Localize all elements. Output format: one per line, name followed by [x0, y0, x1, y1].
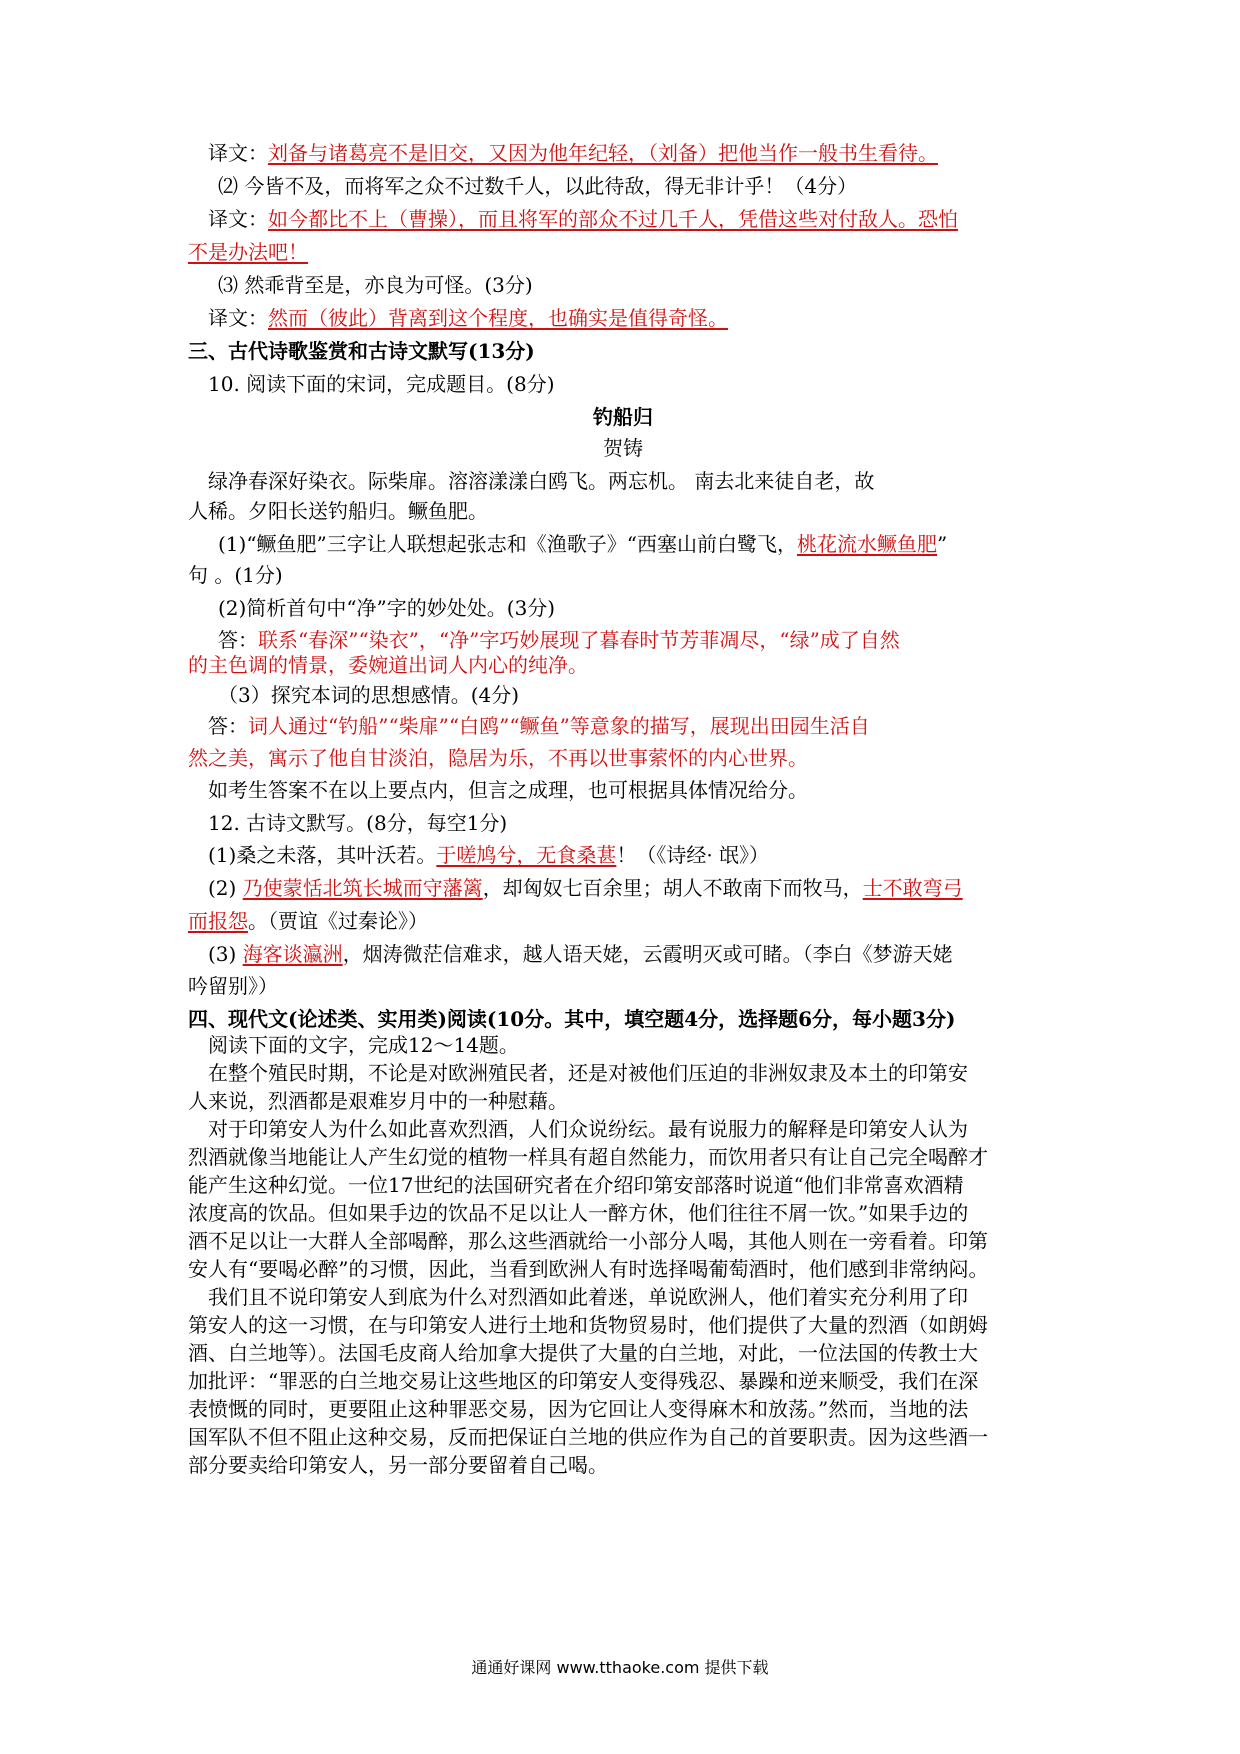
label: ，却匈奴七百余里；胡人不敢南下而牧马， — [482, 876, 863, 900]
answer-text: 海客谈瀛洲 — [242, 942, 343, 966]
passage-text: 安人有“要喝必醉”的习惯，因此，当看到欧洲人有时选择喝葡萄酒时，他们感到非常纳闷。 — [188, 1257, 989, 1281]
translation-line — [208, 206, 958, 232]
poem-text: 人稀。夕阳长送钓船归。鳜鱼肥。 — [188, 499, 488, 523]
passage-text: 浓度高的饮品。但如果手边的饮品不足以让人一醉方休，他们往往不屑一饮。”如果手边的 — [188, 1201, 969, 1225]
passage-text: 加批评：“罪恶的白兰地交易让这些地区的印第安人变得残忍、暴躁和逆来顺受，我们在深 — [188, 1369, 979, 1393]
label: (1)“鳜鱼肥”三字让人联想起张志和《渔歌子》“西塞山前白鹭飞， — [218, 532, 798, 556]
answer-text: 不是办法吧！ — [188, 240, 308, 264]
question-line: 12. 古诗文默写。(8分，每空1分) — [208, 811, 508, 835]
question-line — [208, 875, 963, 901]
label: 译文： — [208, 306, 268, 330]
poem-text: 绿净春深好染衣。际柴扉。溶溶漾漾白鸥飞。两忘机。 南去北来徒自老，故 — [208, 469, 875, 493]
passage-text: 我们且不说印第安人到底为什么对烈酒如此着迷，单说欧洲人，他们着实充分利用了印 — [208, 1285, 968, 1309]
question-line: ⑵ 今皆不及，而将军之众不过数千人，以此待敌，得无非计乎！（4分） — [218, 174, 858, 198]
answer-text: 而报怨 — [188, 909, 248, 933]
passage-text: 酒、白兰地等）。法国毛皮商人给加拿大提供了大量的白兰地，对此，一位法国的传教士大 — [188, 1341, 978, 1365]
passage-text: 酒不足以让一大群人全部喝醉，那么这些酒就给一小部分人喝，其他人则在一旁看着。印第 — [188, 1229, 988, 1253]
answer-text: 如今都比不上（曹操），而且将军的部众不过几千人，凭借这些对付敌人。恐怕 — [268, 207, 958, 231]
answer-text: 然而（彼此）背离到这个程度，也确实是值得奇怪。 — [268, 306, 728, 330]
answer-text: 然之美，寓示了他自甘淡泊，隐居为乐，不再以世事萦怀的内心世界。 — [188, 746, 808, 770]
passage-text: 国军队不但不阻止这种交易，反而把保证白兰地的供应作为自己的首要职责。因为这些酒一 — [188, 1425, 988, 1449]
passage-text: 部分要卖给印第安人，另一部分要留着自己喝。 — [188, 1453, 608, 1477]
answer-text: 的主色调的情景，委婉道出词人内心的纯净。 — [188, 653, 588, 677]
answer-text: 乃使蒙恬北筑长城而守藩篱 — [242, 876, 483, 900]
answer-text: 词人通过“钓船”“柴扉”“白鸥”“鳜鱼”等意象的描写，展现出田园生活自 — [248, 714, 870, 738]
poem-author: 贺铸 — [603, 436, 643, 460]
answer-text: 联系“春深”“染衣”，“净”字巧妙展现了暮春时节芳菲凋尽，“绿”成了自然 — [258, 628, 900, 652]
question-line — [218, 531, 947, 557]
label: ！（《诗经· 氓》） — [616, 843, 770, 867]
answer-text: 于嗟鸠兮，无食桑葚 — [436, 843, 617, 867]
passage-text: 烈酒就像当地能让人产生幻觉的植物一样具有超自然能力，而饮用者只有让自己完全喝醉才 — [188, 1145, 988, 1169]
label: 。（贾谊《过秦论》） — [248, 909, 428, 933]
passage-text: 能产生这种幻觉。一位17世纪的法国研究者在介绍印第安部落时说道“他们非常喜欢酒精 — [188, 1173, 964, 1197]
passage-text: 第安人的这一习惯，在与印第安人进行土地和货物贸易时，他们提供了大量的烈酒（如朗姆 — [188, 1313, 988, 1337]
label: (2) — [208, 876, 243, 900]
translation-line — [208, 305, 728, 331]
question-line: 吟留别》） — [188, 974, 278, 998]
label: ，烟涛微茫信难求，越人语天姥，云霞明灭或可睹。（李白《梦游天姥 — [342, 942, 953, 966]
answer-line — [208, 713, 870, 739]
label: (3) — [208, 942, 243, 966]
label: 答： — [218, 628, 258, 652]
passage-text: 表愤慨的同时，更要阻止这种罪恶交易，因为它回让人变得麻木和放荡。”然而，当地的法 — [188, 1397, 969, 1421]
label: ” — [937, 532, 948, 556]
translation-line — [208, 140, 938, 166]
passage-text: 在整个殖民时期，不论是对欧洲殖民者，还是对被他们压迫的非洲奴隶及本土的印第安 — [208, 1061, 968, 1085]
question-line: 10. 阅读下面的宋词，完成题目。(8分) — [208, 372, 555, 396]
poem-title: 钓船归 — [593, 405, 653, 429]
answer-text: 桃花流水鳜鱼肥 — [797, 532, 938, 556]
section-heading: 三、古代诗歌鉴赏和古诗文默写(13分) — [188, 339, 535, 363]
question-line: 阅读下面的文字，完成12～14题。 — [208, 1033, 519, 1057]
question-line — [208, 941, 953, 967]
note-line: 如考生答案不在以上要点内，但言之成理，也可根据具体情况给分。 — [208, 778, 808, 802]
question-line: （3）探究本词的思想感情。(4分) — [218, 683, 520, 707]
question-line: ⑶ 然乖背至是，亦良为可怪。(3分) — [218, 273, 533, 297]
question-line: (2)简析首句中“净”字的妙处处。(3分) — [218, 596, 556, 620]
section-heading: 四、现代文(论述类、实用类)阅读(10分。其中，填空题4分，选择题6分，每小题3分) — [188, 1007, 956, 1031]
question-line: 句 。(1分) — [188, 563, 283, 587]
question-line — [208, 842, 769, 868]
question-line — [188, 908, 428, 934]
label: 答： — [208, 714, 248, 738]
answer-line — [218, 627, 900, 653]
answer-text: 士不敢弯弓 — [862, 876, 963, 900]
page-footer: 通通好课网 www.tthaoke.com 提供下载 — [471, 1658, 769, 1677]
label: 译文： — [208, 207, 268, 231]
label: (1)桑之未落，其叶沃若。 — [208, 843, 437, 867]
passage-text: 对于印第安人为什么如此喜欢烈酒，人们众说纷纭。最有说服力的解释是印第安人认为 — [208, 1117, 968, 1141]
passage-text: 人来说，烈酒都是艰难岁月中的一种慰藉。 — [188, 1089, 568, 1113]
answer-text: 刘备与诸葛亮不是旧交，又因为他年纪轻，（刘备）把他当作一般书生看待。 — [268, 141, 938, 165]
label: 译文： — [208, 141, 268, 165]
